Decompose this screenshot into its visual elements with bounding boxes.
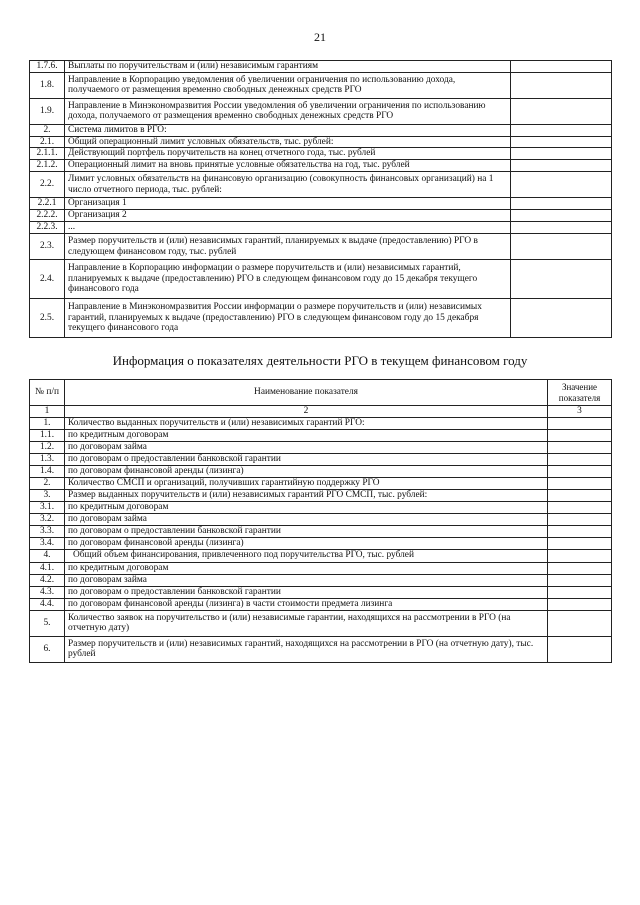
row-number: 1.7.6.: [30, 61, 65, 73]
row-text: по договорам о предоставлении банковской гарантии: [65, 586, 548, 598]
row-text: Направление в Минэкономразвития России уведомления об увеличении ограничения по использованию дохода, получаемого от размещения временно свободных денежных средств РГО: [65, 98, 511, 124]
row-value: [511, 72, 612, 98]
row-number: 2.: [30, 124, 65, 136]
row-text: Направление в Корпорацию информации о размере поручительств и (или) независимых гарантий, планируемых к выдаче (предоставлению) РГО в следующем финансовом году до 15 декабря текущего финансового года: [65, 260, 511, 299]
row-number: 1.2.: [30, 441, 65, 453]
row-text: по договорам финансовой аренды (лизинга) в части стоимости предмета лизинга: [65, 598, 548, 610]
table-row: [30, 549, 612, 562]
row-number: 2.5.: [30, 299, 65, 338]
column-index: 1: [30, 406, 65, 418]
row-value: [511, 61, 612, 73]
table-row: [30, 234, 612, 260]
row-text: по договорам финансовой аренды (лизинга): [65, 465, 548, 477]
row-value: [511, 160, 612, 172]
row-number: 2.2.1: [30, 198, 65, 210]
table-row: [30, 525, 612, 537]
row-number: 3.1.: [30, 501, 65, 513]
row-number: 1.4.: [30, 465, 65, 477]
row-text: Размер поручительств и (или) независимых гарантий, находящихся на рассмотрении в РГО (на отчетную дату), тыс. рублей: [65, 636, 548, 662]
row-number: 2.1.: [30, 136, 65, 148]
row-text: Количество заявок на поручительство и (или) независимые гарантии, находящихся на рассмотрении в РГО (на отчетную дату): [65, 610, 548, 636]
section-title: Информация о показателях деятельности РГО в текущем финансовом году: [112, 353, 528, 368]
row-text: Общий операционный лимит условных обязательств, тыс. рублей:: [65, 136, 511, 148]
table-row: [30, 124, 612, 136]
row-number: 2.2.: [30, 172, 65, 198]
table-header-row: [30, 380, 612, 406]
indicators-table: [29, 379, 612, 663]
table-row: [30, 453, 612, 465]
row-value: [548, 453, 612, 465]
row-value: [548, 586, 612, 598]
row-number: 4.1.: [30, 562, 65, 574]
row-value: [548, 417, 612, 429]
row-value: [511, 299, 612, 338]
row-number: 1.3.: [30, 453, 65, 465]
table-row: [30, 636, 612, 662]
table-row: [30, 501, 612, 513]
row-value: [511, 172, 612, 198]
row-number: 2.3.: [30, 234, 65, 260]
row-text: Направление в Корпорацию уведомления об увеличении ограничения по использованию дохода, получаемого от размещения временно свободных денежных средств РГО: [65, 72, 511, 98]
row-number: 5.: [30, 610, 65, 636]
row-value: [511, 222, 612, 234]
table-row: [30, 477, 612, 489]
row-text: Организация 2: [65, 210, 511, 222]
column-index: 3: [548, 406, 612, 418]
row-value: [511, 98, 612, 124]
row-text: Общий объем финансирования, привлеченного под поручительства РГО, тыс. рублей: [65, 549, 548, 562]
row-value: [548, 501, 612, 513]
row-value: [511, 136, 612, 148]
table-row: [30, 513, 612, 525]
row-number: 2.2.3.: [30, 222, 65, 234]
row-number: 1.8.: [30, 72, 65, 98]
table-row: [30, 537, 612, 549]
table-row: [30, 417, 612, 429]
row-number: 2.2.2.: [30, 210, 65, 222]
column-header-value: Значение показателя: [548, 380, 612, 406]
table-row: [30, 598, 612, 610]
row-number: 4.3.: [30, 586, 65, 598]
row-text: Операционный лимит на вновь принятые условные обязательства на год, тыс. рублей: [65, 160, 511, 172]
row-value: [511, 210, 612, 222]
row-value: [511, 148, 612, 160]
row-value: [548, 429, 612, 441]
table-row: [30, 198, 612, 210]
row-number: 1.: [30, 417, 65, 429]
table-row: [30, 574, 612, 586]
row-number: 4.4.: [30, 598, 65, 610]
table-row: [30, 586, 612, 598]
row-text: Выплаты по поручительствам и (или) независимым гарантиям: [65, 61, 511, 73]
row-text: Система лимитов в РГО:: [65, 124, 511, 136]
row-text: Размер поручительств и (или) независимых гарантий, планируемых к выдаче (предоставлению) РГО в следующем финансовом году, тыс. рублей: [65, 234, 511, 260]
row-value: [548, 513, 612, 525]
table-row: [30, 98, 612, 124]
row-number: 2.: [30, 477, 65, 489]
column-header-number: № п/п: [30, 380, 65, 406]
table-row: [30, 489, 612, 501]
limits-table: [29, 60, 612, 338]
table-row: [30, 61, 612, 73]
row-text: по договорам займа: [65, 513, 548, 525]
row-value: [548, 610, 612, 636]
row-text: Размер выданных поручительств и (или) независимых гарантий РГО СМСП, тыс. рублей:: [65, 489, 548, 501]
row-value: [511, 260, 612, 299]
row-text: по кредитным договорам: [65, 562, 548, 574]
row-value: [511, 124, 612, 136]
row-text: Направление в Минэкономразвития России информации о размере поручительств и (или) независимых гарантий, планируемых к выдаче (предоставлению) РГО в следующем финансовом году до 15 декабря текущего финансового года: [65, 299, 511, 338]
row-text: по договорам о предоставлении банковской гарантии: [65, 453, 548, 465]
table-row: [30, 299, 612, 338]
row-text: по договорам займа: [65, 574, 548, 586]
row-number: 2.4.: [30, 260, 65, 299]
table-row: [30, 610, 612, 636]
table-row: [30, 210, 612, 222]
row-value: [548, 489, 612, 501]
row-text: Количество СМСП и организаций, получивших гарантийную поддержку РГО: [65, 477, 548, 489]
row-text: по кредитным договорам: [65, 501, 548, 513]
table-row: [30, 260, 612, 299]
table-row: [30, 72, 612, 98]
table-row: [30, 429, 612, 441]
row-text: ...: [65, 222, 511, 234]
column-header-name: Наименование показателя: [65, 380, 548, 406]
row-value: [511, 234, 612, 260]
row-text: Количество выданных поручительств и (или) независимых гарантий РГО:: [65, 417, 548, 429]
table-row: [30, 148, 612, 160]
row-text: по договорам о предоставлении банковской гарантии: [65, 525, 548, 537]
row-text: по договорам финансовой аренды (лизинга): [65, 537, 548, 549]
table-row: [30, 172, 612, 198]
row-number: 2.1.2.: [30, 160, 65, 172]
row-number: 6.: [30, 636, 65, 662]
row-text: по кредитным договорам: [65, 429, 548, 441]
row-text: Лимит условных обязательств на финансовую организацию (совокупность финансовых организаций) на 1 число отчетного периода, тыс. рублей:: [65, 172, 511, 198]
row-text: по договорам займа: [65, 441, 548, 453]
row-value: [511, 198, 612, 210]
table-row: [30, 222, 612, 234]
table-index-row: [30, 406, 612, 418]
row-text: Действующий портфель поручительств на конец отчетного года, тыс. рублей: [65, 148, 511, 160]
page-number: 21: [314, 30, 326, 44]
row-text: Организация 1: [65, 198, 511, 210]
table-row: [30, 136, 612, 148]
row-value: [548, 562, 612, 574]
column-index: 2: [65, 406, 548, 418]
table-row: [30, 441, 612, 453]
row-value: [548, 441, 612, 453]
row-value: [548, 465, 612, 477]
row-number: 2.1.1.: [30, 148, 65, 160]
row-number: 4.2.: [30, 574, 65, 586]
row-number: 1.1.: [30, 429, 65, 441]
row-number: 3.3.: [30, 525, 65, 537]
row-value: [548, 598, 612, 610]
row-value: [548, 574, 612, 586]
table-row: [30, 160, 612, 172]
row-number: 3.4.: [30, 537, 65, 549]
row-number: 3.: [30, 489, 65, 501]
row-number: 4.: [30, 549, 65, 562]
row-value: [548, 477, 612, 489]
row-number: 1.9.: [30, 98, 65, 124]
row-value: [548, 525, 612, 537]
row-value: [548, 549, 612, 562]
table-row: [30, 465, 612, 477]
row-value: [548, 537, 612, 549]
row-number: 3.2.: [30, 513, 65, 525]
row-value: [548, 636, 612, 662]
table-row: [30, 562, 612, 574]
